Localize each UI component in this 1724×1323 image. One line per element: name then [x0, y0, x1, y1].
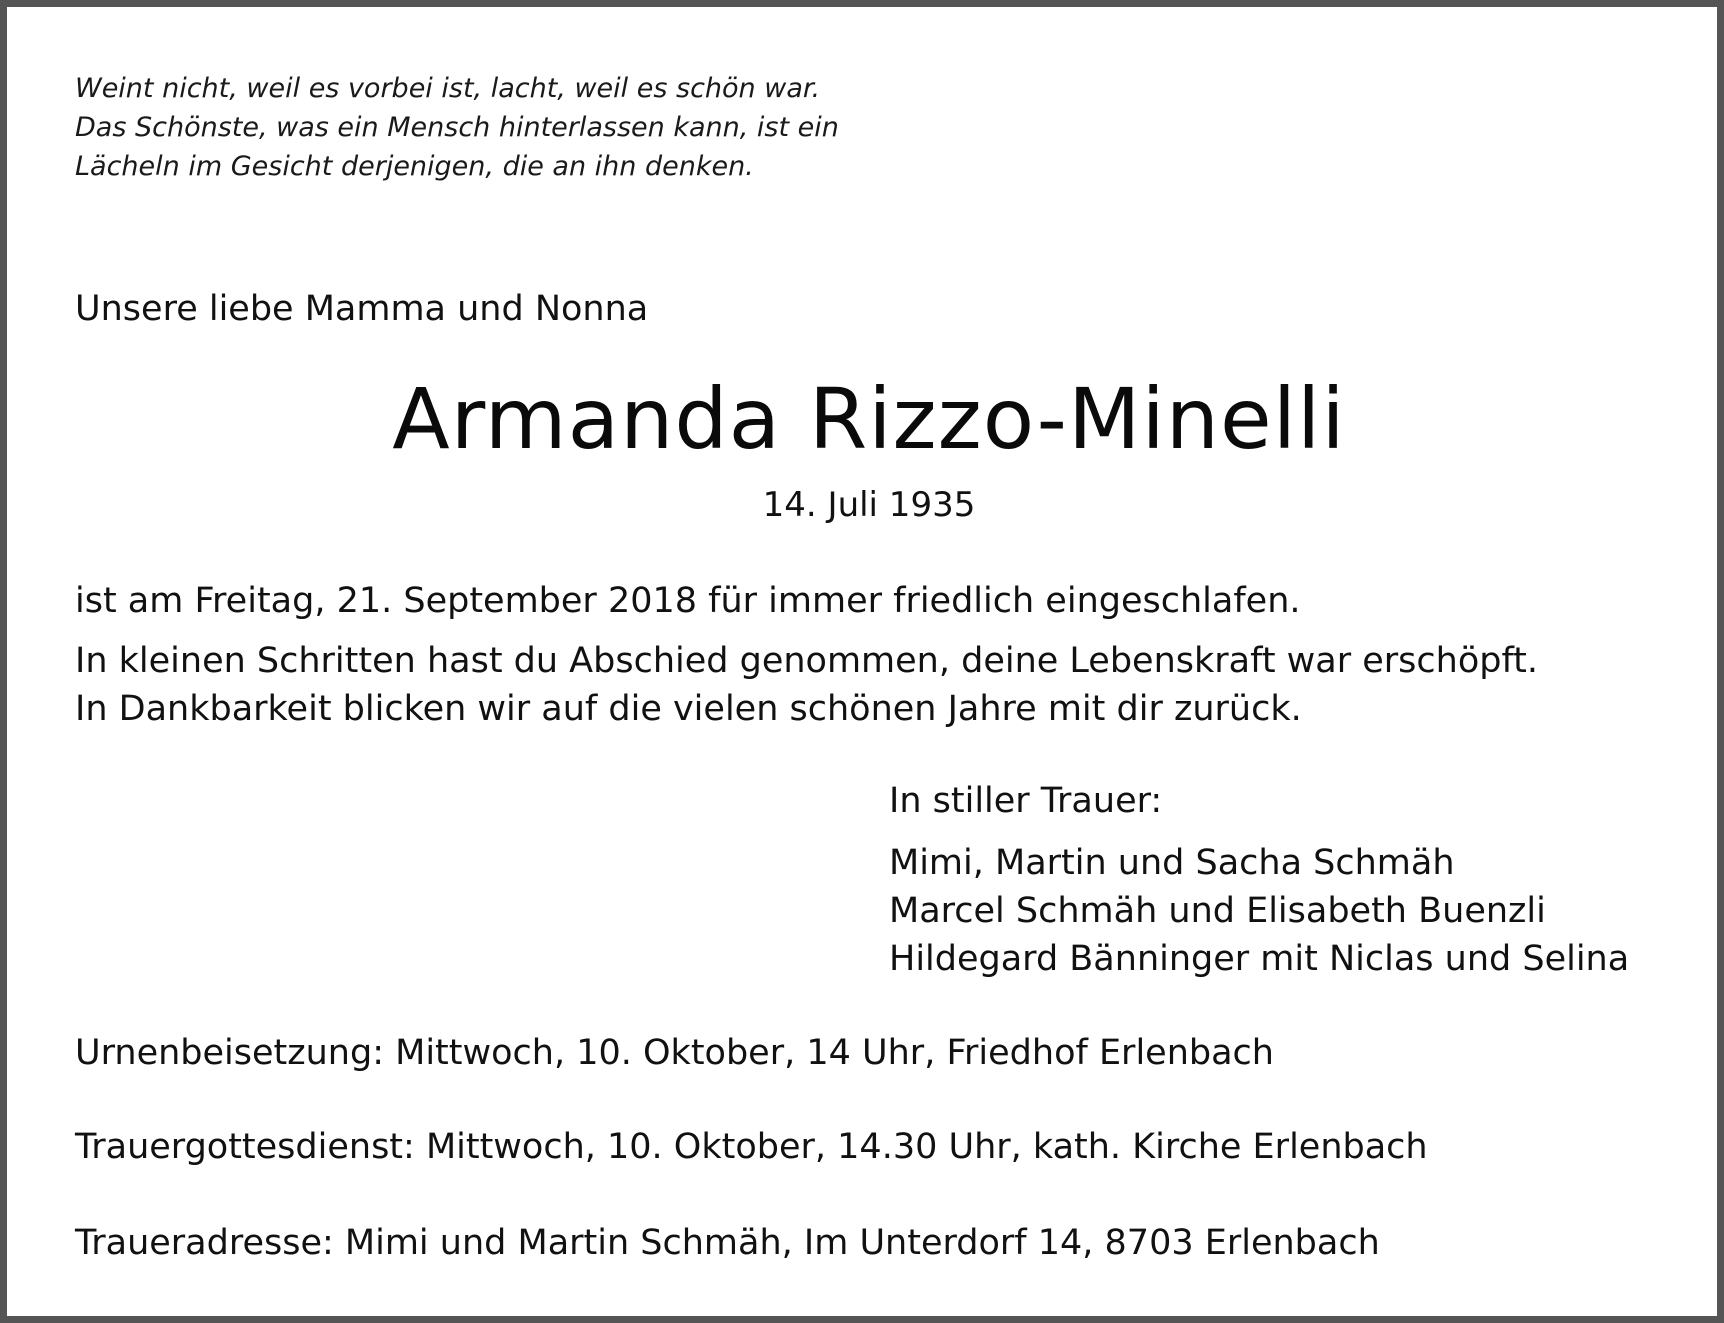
intro-text: Unsere liebe Mamma und Nonna: [75, 289, 649, 329]
mourners-heading: In stiller Trauer:: [889, 781, 1163, 821]
mourners-list: [889, 777, 1629, 983]
urn-burial-info: Urnenbeisetzung: Mittwoch, 10. Oktober, 14 Uhr, Friedhof Erlenbach: [75, 1033, 1274, 1073]
passing-statement: ist am Freitag, 21. September 2018 für immer friedlich eingeschlafen.: [75, 581, 1301, 621]
motto-quote: [75, 69, 839, 186]
mourner-name: Mimi, Martin und Sacha Schmäh: [889, 843, 1455, 883]
farewell-line: In Dankbarkeit blicken wir auf die vielen schönen Jahre mit dir zurück.: [75, 689, 1302, 729]
farewell-text: [75, 637, 1538, 733]
farewell-line: In kleinen Schritten hast du Abschied genommen, deine Lebenskraft war erschöpft.: [75, 641, 1539, 681]
motto-line: Das Schönste, was ein Mensch hinterlassen kann, ist ein: [75, 112, 839, 143]
motto-line: Lächeln im Gesicht derjenigen, die an ihn denken.: [75, 151, 754, 182]
mourner-name: Hildegard Bänninger mit Niclas und Selina: [889, 939, 1630, 979]
mourning-address: Traueradresse: Mimi und Martin Schmäh, Im Unterdorf 14, 8703 Erlenbach: [75, 1223, 1380, 1263]
motto-line: Weint nicht, weil es vorbei ist, lacht, weil es schön war.: [75, 73, 821, 104]
mourner-name: Marcel Schmäh und Elisabeth Buenzli: [889, 891, 1546, 931]
memorial-service-info: Trauergottesdienst: Mittwoch, 10. Oktober, 14.30 Uhr, kath. Kirche Erlenbach: [75, 1127, 1428, 1167]
birth-date: 14. Juli 1935: [762, 485, 976, 525]
deceased-name: Armanda Rizzo-Minelli: [392, 370, 1346, 468]
